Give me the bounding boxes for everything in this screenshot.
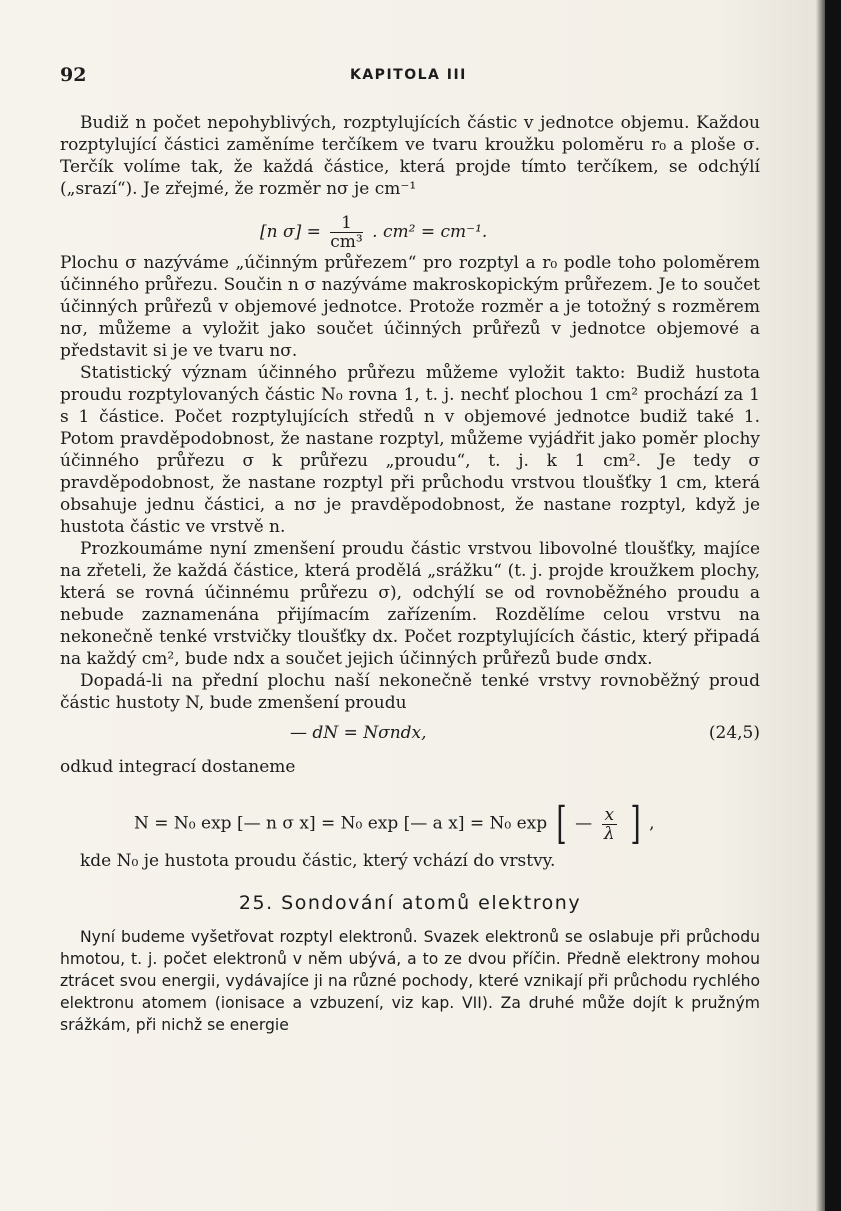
chapter-title: KAPITOLA III: [350, 67, 467, 83]
fraction-numerator-x: x: [602, 806, 618, 825]
equation-dimension-rhs: . cm² = cm⁻¹.: [372, 222, 488, 242]
section-heading: 25. Sondování atomů elektrony: [238, 892, 582, 914]
paragraph-scatterers-definition: Budiž n počet nepohyblivých, rozptylujících částic v jednotce objemu. Každou rozptylující částici zaměníme terčíkem ve tvaru kroužku poloměru r₀ a ploše σ. Terčík volíme tak, že každá částice, která projde tímto terčíkem, se odchýlí („srazí“). Je zřejmé, že rozměr nσ je cm⁻¹: [60, 113, 760, 199]
paragraph-statistical-meaning: Statistický význam účinného průřezu můžeme vyložit takto: Budiž hustota proudu rozptylovaných částic N₀ rovna 1, t. j. nechť plochou 1 cm² prochází za 1 s 1 částice. Počet rozptylujících středů n v objemové jednotce budiž také 1. Potom pravděpodobnost, že nastane rozptyl, můžeme vyjádřit jako poměr plochy účinného průřezu σ k průřezu „proudu“, t. j. k 1 cm². Je tedy σ pravděpodobnost, že nastane rozptyl při průchodu vrstvou tloušťky 1 cm, která obsahuje jednu částici, a nσ je pravděpodobnost, že nastane rozptyl, když je hustota částic ve vrstvě n.: [60, 363, 760, 537]
equation-dimension-lhs: [n σ] =: [260, 222, 327, 242]
fraction-denominator: cm³: [330, 232, 363, 252]
right-bracket-glyph: ]: [629, 798, 641, 849]
paragraph-n0-definition: kde N₀ je hustota proudu částic, který vchází do vrstvy.: [80, 851, 556, 871]
equation-inner-sign: —: [575, 813, 593, 834]
fraction-x-over-lambda: [602, 806, 618, 843]
equation-24-5: [60, 720, 760, 750]
paragraph-beam-attenuation: Prozkoumáme nyní zmenšení proudu částic vrstvou libovolné tloušťky, majíce na zřeteli, že každá částice, která prodělá „srážku“ (t. j. projde kroužkem plochy, která se rovná účinnému průřezu σ), odchýlí se od rovnoběžného proudu a nebude zaznamenána přijímacím zařízením. Rozdělíme celou vrstvu na nekonečně tenké vrstvičky tloušťky dx. Počet rozptylujících částic, který připadá na každý cm², bude ndx a součet jejich účinných průřezů bude σndx.: [60, 539, 760, 669]
equation-24-5-expression: — dN = Nσndx,: [290, 723, 427, 743]
section-body-paragraph: Nyní budeme vyšetřovat rozptyl elektronů. Svazek elektronů se oslabuje při průchodu hmotou, t. j. počet elektronů v něm ubývá, a to ze dvou příčin. Předně elektrony mohou ztrácet svou energii, vydávajíce ji na různé pochody, které vznikají při průchodu rychlého elektronu atomem (ionisace a vzbuzení, viz kap. VII). Za druhé může dojít k pružným srážkám, při nichž se energie: [60, 928, 760, 1034]
page-number: 92: [60, 64, 87, 86]
equation-number: (24,5): [708, 723, 760, 743]
page-content: [60, 112, 760, 1036]
running-head: [60, 64, 765, 88]
equation-integral-end: ,: [649, 813, 655, 834]
page-edge-shadow: [825, 0, 841, 1211]
fraction-denominator-lambda: λ: [603, 823, 615, 844]
paragraph-cross-section: Plochu σ nazýváme „účinným průřezem“ pro rozptyl a r₀ podle toho poloměrem účinného průřezu. Součin n σ nazýváme makroskopickým průřezem. Je to součet účinných průřezů v objemové jednotce. Protože rozměr a je totožný s rozměrem nσ, můžeme a vyložit jako součet účinných průřezů v jednotce objemové a představit si je ve tvaru nσ.: [60, 253, 760, 361]
fraction-numerator: 1: [330, 214, 362, 233]
equation-dimension: [60, 204, 760, 252]
paragraph-incident-beam: Dopadá-li na přední plochu naší nekonečně tenké vrstvy rovnoběžný proud částic hustoty N, bude zmenšení proudu: [60, 671, 760, 713]
equation-integral: [60, 786, 760, 849]
fraction-one-over-cm3: [330, 214, 362, 251]
equation-integral-main: N = N₀ exp [— n σ x] = N₀ exp [— a x] = N₀ exp: [134, 813, 548, 834]
left-bracket-glyph: [: [555, 798, 567, 849]
paragraph-integration: odkud integrací dostaneme: [60, 757, 296, 777]
